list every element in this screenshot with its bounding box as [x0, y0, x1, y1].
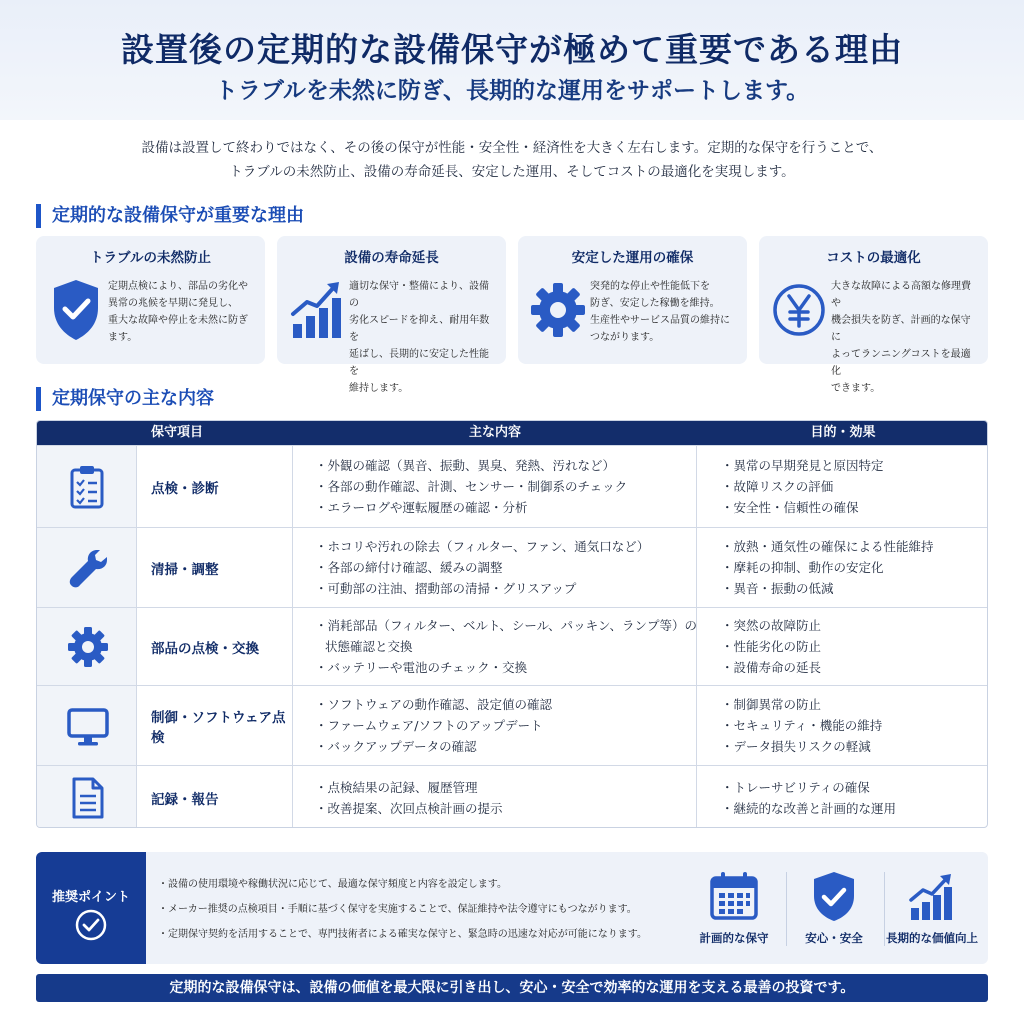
desc-line: 維持します。	[349, 383, 409, 394]
content-line: ・エラーログや運転履歴の確認・分析	[315, 500, 528, 515]
content-line: ・各部の締付け確認、緩みの調整	[315, 560, 503, 575]
column-header: 保守項目	[151, 425, 204, 440]
desc-line: 大きな故障による高額な修理費や	[831, 281, 971, 309]
reason-card	[518, 236, 747, 364]
reason-card-desc	[108, 278, 257, 346]
column-header: 主な内容	[468, 425, 521, 440]
desc-line: 異常の兆候を早期に発見し、	[108, 298, 238, 309]
recommend-label: 推奨ポイント	[51, 890, 130, 905]
row-item: 記録・報告	[137, 766, 293, 828]
feature-value	[886, 868, 978, 958]
effect-line: ・異音・振動の低減	[721, 581, 834, 596]
reason-card-desc	[831, 278, 980, 397]
feature-safety	[788, 868, 880, 958]
page-subtitle: トラブルを未然に防ぎ、長期的な運用をサポートします。	[214, 78, 810, 104]
recommend-point: ・メーカー推奨の点検項目・手順に基づく保守を実施することで、保証維持や法令遵守にもつながります。	[158, 904, 637, 915]
recommend-point: ・設備の使用環境や稼働状況に応じて、最適な保守頻度と内容を設定します。	[158, 879, 507, 890]
effect-line: ・セキュリティ・機能の維持	[721, 718, 883, 733]
reason-card-desc	[590, 278, 739, 346]
reason-card-title: 設備の寿命延長	[344, 250, 439, 266]
row-content	[293, 528, 697, 607]
desc-line: 重大な故障や停止を未然に防ぎ	[108, 315, 248, 326]
content-line: ・バッテリーや電池のチェック・交換	[315, 660, 528, 675]
desc-line: 定期点検により、部品の劣化や	[108, 281, 248, 292]
reason-card-desc	[349, 278, 498, 397]
effect-line: ・データ損失リスクの軽減	[721, 739, 871, 754]
yen-icon	[771, 272, 827, 344]
effect-line: ・突然の故障防止	[721, 618, 822, 633]
effect-line: ・放熱・通気性の確保による性能維持	[721, 539, 934, 554]
desc-line: 生産性やサービス品質の維持に	[590, 315, 730, 326]
effect-line: ・安全性・信頼性の確保	[721, 500, 859, 515]
reason-card-title: コストの最適化	[826, 250, 921, 266]
row-content	[293, 608, 697, 685]
content-line: ・可動部の注油、摺動部の清掃・グリスアップ	[315, 581, 577, 596]
column-header: 目的・効果	[810, 425, 876, 440]
row-content	[293, 686, 697, 765]
row-effect	[697, 686, 988, 765]
reasons-heading: 定期的な設備保守が重要な理由	[36, 204, 304, 228]
feature-planned	[688, 868, 780, 958]
monitor-icon	[37, 686, 137, 765]
desc-line: 機会損失を防ぎ、計画的な保守に	[831, 315, 971, 343]
document-icon	[37, 766, 137, 828]
gear-icon	[530, 272, 586, 344]
page-header	[0, 0, 1024, 120]
gear-icon	[37, 608, 137, 685]
recommend-box	[36, 852, 988, 964]
reason-cards	[36, 236, 988, 394]
feature-label: 安心・安全	[805, 931, 863, 945]
table-row	[37, 607, 988, 685]
table-row	[37, 765, 988, 828]
intro-line: 設備は設置して終わりではなく、その後の保守が性能・安全性・経済性を大きく左右します。定期的な保守を行うことで、	[141, 140, 883, 156]
feature-label: 長期的な価値向上	[886, 931, 978, 945]
recommend-label-panel	[36, 852, 146, 964]
intro-text	[40, 136, 984, 184]
content-line: ・バックアップデータの確認	[315, 739, 477, 754]
effect-line: ・性能劣化の防止	[721, 639, 822, 654]
table-row	[37, 445, 988, 527]
intro-line: トラブルの未然防止、設備の寿命延長、安定した運用、そしてコストの最適化を実現します。	[229, 164, 795, 180]
page-title: 設置後の定期的な設備保守が極めて重要である理由	[121, 30, 903, 69]
effect-line: ・設備寿命の延長	[721, 660, 822, 675]
recommend-points	[158, 872, 647, 947]
calendar-icon	[709, 868, 759, 924]
maintenance-heading: 定期保守の主な内容	[36, 387, 214, 411]
row-effect	[697, 446, 988, 527]
desc-line: 延ばし、長期的に安定した性能を	[349, 349, 489, 377]
table-header	[37, 421, 988, 445]
effect-line: ・継続的な改善と計画的な運用	[721, 800, 897, 816]
growth-chart-icon	[907, 868, 957, 924]
reason-card-title: 安定した運用の確保	[571, 250, 694, 266]
desc-line: ます。	[108, 332, 138, 343]
table-row	[37, 685, 988, 765]
row-item: 点検・診断	[137, 446, 293, 527]
effect-line: ・制御異常の防止	[721, 697, 822, 712]
content-line: ・ホコリや汚れの除去（フィルター、ファン、通気口など）	[315, 539, 650, 554]
desc-line: 適切な保守・整備により、設備の	[349, 281, 489, 309]
checklist-icon	[37, 446, 137, 527]
effect-line: ・故障リスクの評価	[721, 479, 834, 494]
content-line: ・各部の動作確認、計測、センサー・制御系のチェック	[315, 479, 628, 494]
desc-line: できます。	[831, 383, 881, 394]
row-item: 清掃・調整	[137, 528, 293, 607]
desc-line: よってランニングコストを最適化	[831, 349, 971, 377]
footer-message: 定期的な設備保守は、設備の価値を最大限に引き出し、安心・安全で効率的な運用を支える最善の投資です。	[36, 974, 988, 1002]
effect-line: ・異常の早期発見と原因特定	[721, 458, 884, 473]
effect-line: ・摩耗の抑制、動作の安定化	[721, 560, 884, 575]
content-line: ・ファームウェア/ソフトのアップデート	[315, 718, 543, 733]
content-line: ・ソフトウェアの動作確認、設定値の確認	[315, 697, 553, 712]
shield-check-icon	[809, 868, 859, 924]
table-row	[37, 527, 988, 607]
maintenance-table	[36, 420, 988, 828]
row-content	[293, 446, 697, 527]
row-item: 部品の点検・交換	[137, 608, 293, 685]
row-effect	[697, 528, 988, 607]
desc-line: 防ぎ、安定した稼働を維持。	[590, 298, 720, 309]
effect-line: ・トレーサビリティの確保	[721, 779, 870, 795]
desc-line: 突発的な停止や性能低下を	[590, 281, 710, 292]
reason-card-title: トラブルの未然防止	[90, 250, 211, 266]
wrench-icon	[37, 528, 137, 607]
reason-card	[759, 236, 988, 394]
content-line: ・改善提案、次回点検計画の提示	[315, 800, 503, 816]
reason-card	[36, 236, 265, 364]
recommend-point: ・定期保守契約を活用することで、専門技術者による確実な保守と、緊急時の迅速な対応が可能になります。	[158, 929, 647, 940]
feature-label: 計画的な保守	[699, 931, 769, 945]
desc-line: つながります。	[590, 332, 660, 343]
content-line: 状態確認と交換	[325, 639, 413, 654]
desc-line: 劣化スピードを抑え、耐用年数を	[349, 315, 490, 343]
content-line: ・外観の確認（異音、振動、異臭、発熱、汚れなど）	[315, 458, 616, 473]
reason-card	[277, 236, 506, 394]
row-effect	[697, 608, 988, 685]
divider	[786, 872, 787, 946]
content-line: ・消耗部品（フィルター、ベルト、シール、パッキン、ランプ等）の	[315, 618, 698, 633]
row-item: 制御・ソフトウェア点検	[137, 686, 293, 765]
growth-chart-icon	[289, 272, 345, 344]
row-content	[293, 766, 697, 828]
row-effect	[697, 766, 988, 828]
content-line: ・点検結果の記録、履歴管理	[315, 779, 478, 795]
shield-check-icon	[48, 272, 104, 344]
check-circle-icon	[74, 908, 108, 946]
divider	[884, 872, 885, 946]
